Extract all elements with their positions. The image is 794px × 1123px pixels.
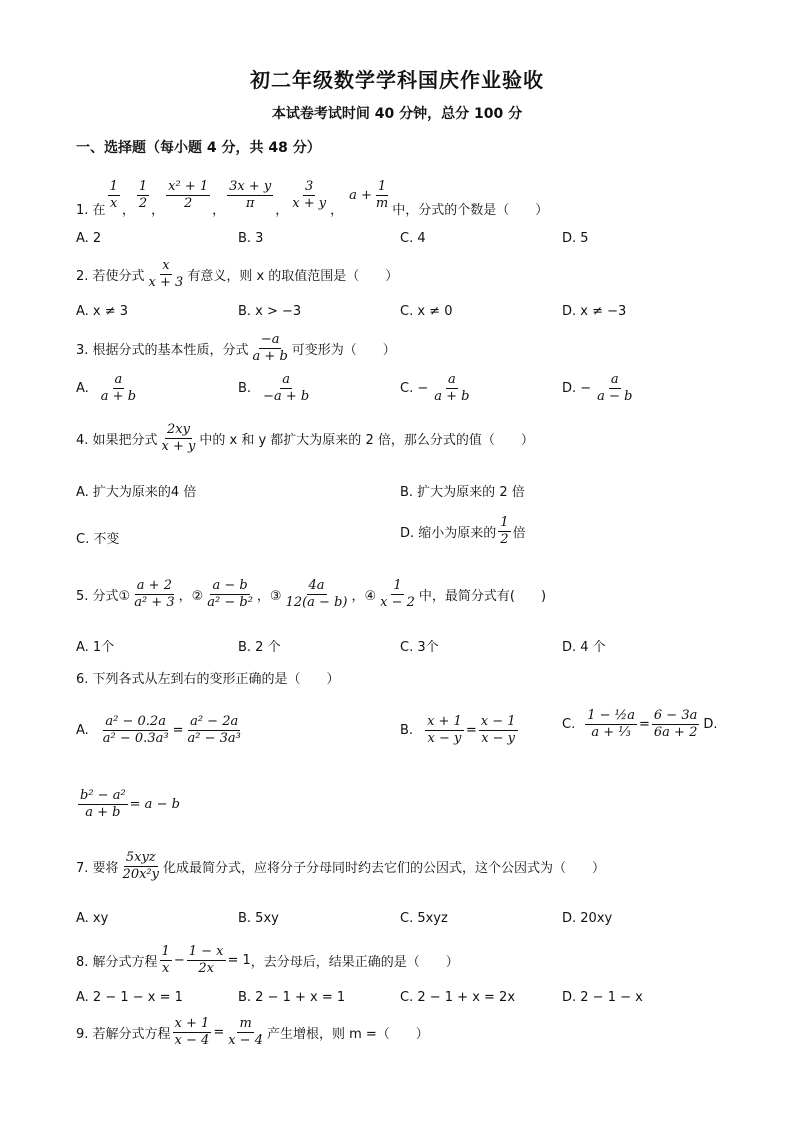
fraction: $\frac{1}{m}$: [375, 178, 389, 211]
question-9: 9. 若解分式方程 $\frac{x + 1}{x - 4}$ = $\frac{m}{x - 4}$ 产生增根，则 m =（ ）: [76, 1016, 429, 1048]
question-8: 8. 解分式方程 $\frac{1}{x}$ − $\frac{1 - x}{2x}$ = 1 ，去分母后，结果正确的是（ ）: [76, 944, 459, 976]
fraction: $\frac{6 - 3a}{6a + 2}$: [653, 708, 698, 740]
math-term: a +: [349, 187, 372, 203]
fraction: $\frac{\text{a² − 2a}}{\text{a² − 3a³}}$: [187, 714, 241, 746]
fraction: $\frac{\text{5xyz}}{\text{20x²y}}$: [122, 850, 159, 882]
fraction: $\frac{\text{x² + 1}}{2}$: [168, 178, 209, 211]
option-d: D. 2 − 1 − x: [562, 990, 643, 1005]
option-a: A. 扩大为原来的4 倍: [76, 485, 197, 500]
fraction: $\frac{3x + y}{\pi}$: [229, 178, 272, 211]
option-c: C. $\frac{\text{1 − ½a}}{\text{a + ⅓}}$ = $\frac{6 - 3a}{6a + 2}$ D.: [562, 708, 718, 740]
question-text: 9. 若解分式方程: [76, 1027, 171, 1042]
fraction: $\frac{1}{2}$: [138, 178, 148, 211]
option-d: D. 缩小为原来的 $\frac{1}{2}$ 倍: [400, 515, 526, 547]
option-a: A. $\frac{a}{a + b}$: [76, 372, 137, 404]
question-5: 5. 分式① $\frac{a + 2}{\text{a² + 3}}$ ，② $\frac{a - b}{\text{a² − b²}}$ ，③ $\frac{4a}{12(a - b)}$ ，④ $\frac{1}{x - 2}$ 中，最简分式有( ): [76, 578, 547, 610]
option-a: A. 2: [76, 231, 102, 246]
fraction: $\frac{1}{2}$: [500, 515, 509, 547]
question-text: 3. 根据分式的基本性质，分式: [76, 343, 249, 358]
exam-info: 本试卷考试时间 40 分钟，总分 100 分: [271, 106, 523, 122]
fraction: $\frac{1}{x}$: [109, 178, 118, 211]
fraction: $\frac{\text{1 − ½a}}{\text{a + ⅓}}$: [587, 708, 635, 740]
fraction: $\frac{1}{x - 2}$: [380, 578, 415, 610]
option-b: B. 2 个: [238, 640, 281, 655]
question-number: 1. 在: [76, 203, 106, 218]
section-heading: 一、选择题（每小题 4 分，共 48 分）: [76, 140, 321, 156]
option-d: D. x ≠ −3: [562, 304, 627, 319]
option-a: A. $\frac{\text{a² − 0.2a}}{\text{a² − 0.3a³}}$ = $\frac{\text{a² − 2a}}{\text{a² − 3a³}}$: [76, 714, 241, 746]
option-a: A. 2 − 1 − x = 1: [76, 990, 183, 1005]
question-text: 7. 要将: [76, 861, 119, 876]
question-6: 6. 下列各式从左到右的变形正确的是（ ）: [76, 672, 340, 687]
fraction: $\frac{x + 1}{x - y}$: [427, 714, 462, 746]
fraction: $\frac{a - b}{\text{a² − b²}}$: [207, 578, 253, 610]
fraction: $\frac{x}{x + 3}$: [148, 258, 184, 290]
fraction: $\frac{m}{x - 4}$: [228, 1016, 263, 1048]
question-text: 中，最简分式有( ): [418, 589, 547, 604]
fraction: $\frac{1}{x}$: [161, 944, 170, 976]
option-b: B. 3: [238, 231, 264, 246]
fraction: $\frac{a}{-a + b}$: [263, 372, 310, 404]
option-a: A. xy: [76, 911, 109, 926]
fraction: $\frac{1 - x}{2x}$: [188, 944, 224, 976]
option-c: C. x ≠ 0: [400, 304, 453, 319]
option-d: D. 4 个: [562, 640, 606, 655]
option-c: C. 3个: [400, 640, 439, 655]
question-text: 产生增根，则 m =（ ）: [266, 1027, 429, 1042]
option-c: C. 不变: [76, 532, 120, 547]
fraction: $\frac{x - 1}{x - y}$: [480, 714, 516, 746]
option-b: B. 5xy: [238, 911, 279, 926]
option-d: D. − $\frac{a}{a - b}$: [562, 372, 633, 404]
option-d: D. 5: [562, 231, 589, 246]
question-text: 5. 分式①: [76, 589, 131, 604]
fraction: $\frac{a}{a + b}$: [100, 372, 137, 404]
question-text: 有意义，则 x 的取值范围是（ ）: [187, 269, 399, 284]
option-b: B. x > −3: [238, 304, 302, 319]
question-text: 化成最简分式，应将分子分母同时约去它们的公因式，这个公因式为（ ）: [162, 861, 605, 876]
fraction: $\frac{3}{x + y}$: [292, 178, 327, 211]
option-a: A. x ≠ 3: [76, 304, 129, 319]
question-text: 中，分式的个数是（ ）: [392, 203, 549, 218]
question-1: 1. 在 $\frac{1}{x}$ ， $\frac{1}{2}$ ， $\frac{\text{x² + 1}}{2}$ ， $\frac{3x + y}{\pi}$ ， $\frac{3}{x + y}$ ， a + $\frac{1}{m}$ 中，分式的个数是（ ）: [76, 178, 549, 218]
fraction: $\frac{a}{a + b}$: [434, 372, 470, 404]
option-b: B. $\frac{a}{-a + b}$: [238, 372, 310, 404]
page-title: 初二年级数学学科国庆作业验收: [250, 68, 544, 92]
option-a: A. 1个: [76, 640, 115, 655]
option-d: $\frac{\text{b² − a²}}{a + b}$ = a − b: [80, 788, 180, 820]
option-b: B. 2 − 1 + x = 1: [238, 990, 346, 1005]
question-text: 中的 x 和 y 都扩大为原来的 2 倍，那么分式的值（ ）: [199, 433, 534, 448]
option-b: B. $\frac{x + 1}{x - y}$ = $\frac{x - 1}{x - y}$: [400, 714, 516, 746]
fraction: $\frac{x + 1}{x - 4}$: [174, 1016, 210, 1048]
question-text: 2. 若使分式: [76, 269, 145, 284]
question-4: [76, 422, 534, 455]
fraction: $\frac{-a}{a + b}$: [252, 332, 288, 364]
question-2: [76, 258, 398, 291]
option-d: D. 20xy: [562, 911, 613, 926]
fraction: $\frac{a}{a - b}$: [597, 372, 633, 404]
option-c: C. 2 − 1 + x = 2x: [400, 990, 516, 1005]
option-c: C. 5xyz: [400, 911, 448, 926]
question-7: [76, 850, 605, 883]
question-3: [76, 332, 396, 365]
question-text: 可变形为（ ）: [291, 343, 396, 358]
fraction: $\frac{\text{b² − a²}}{a + b}$: [80, 788, 126, 820]
question-text: 4. 如果把分式: [76, 433, 158, 448]
question-text: 8. 解分式方程: [76, 955, 158, 970]
option-c: C. 4: [400, 231, 426, 246]
question-text: ，去分母后，结果正确的是（ ）: [250, 955, 459, 970]
fraction: $\frac{2xy}{x + y}$: [161, 422, 196, 454]
option-b: B. 扩大为原来的 2 倍: [400, 485, 525, 500]
fraction: $\frac{4a}{12(a - b)}$: [285, 578, 348, 610]
fraction: $\frac{a + 2}{\text{a² + 3}}$: [134, 578, 175, 610]
fraction: $\frac{\text{a² − 0.2a}}{\text{a² − 0.3a³}}$: [102, 714, 169, 746]
option-c: C. − $\frac{a}{a + b}$: [400, 372, 470, 404]
